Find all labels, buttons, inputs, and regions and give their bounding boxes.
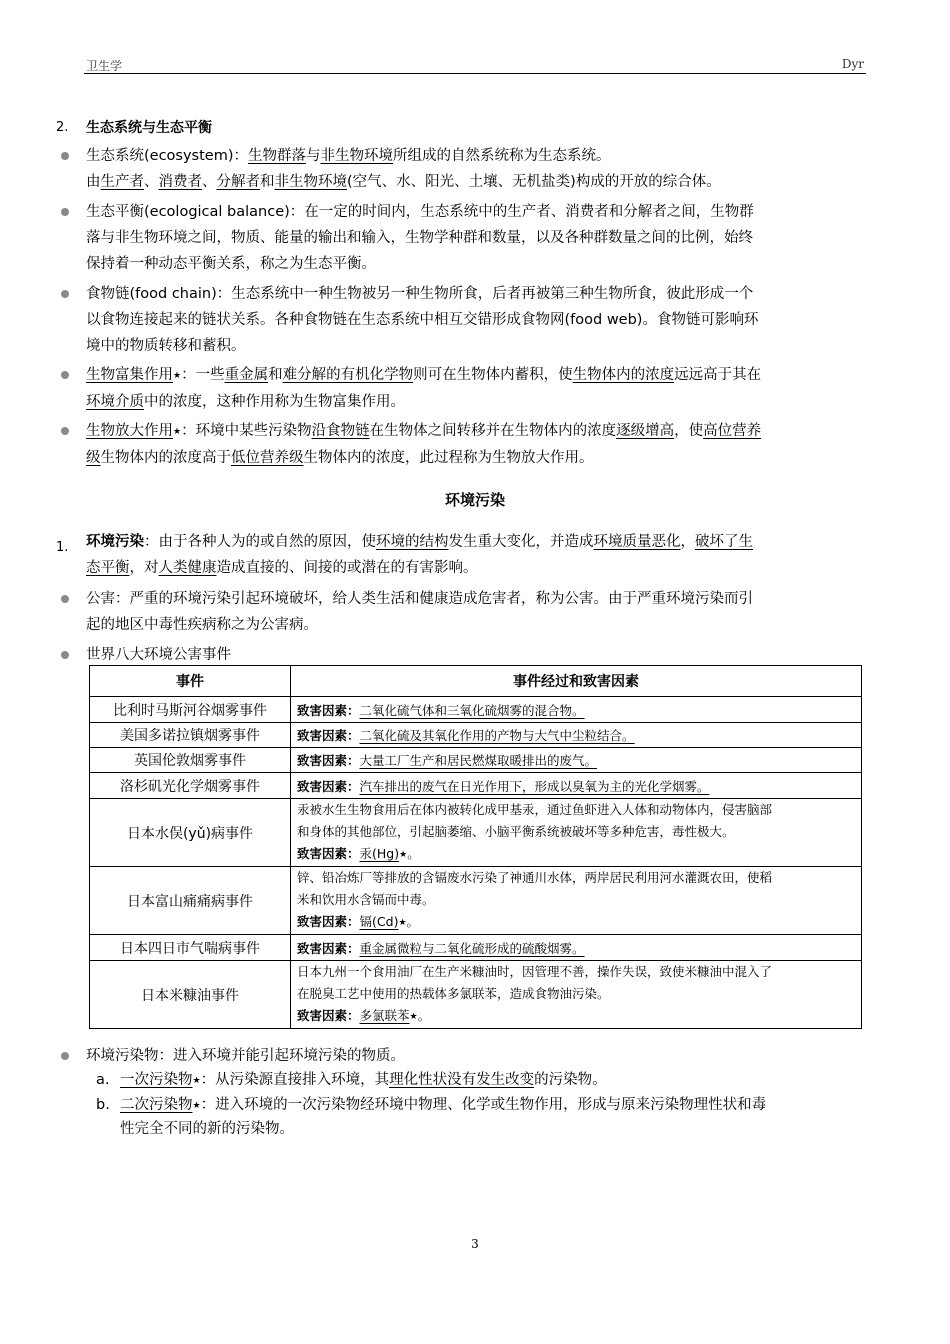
environment-pollution-paragraph: 环境污染：由于各种人为的或自然的原因，使环境的结构发生重大变化，并造成环境质量恶化，破坏了生 态平衡，对人类健康造成直接的、间接的或潜在的有害影响。 <box>86 534 753 576</box>
food-chain-paragraph: 食物链(food chain)：生态系统中一种生物被另一种生物所食，后者再被第三种生物所食，彼此形成一个 以食物连接起来的链状关系。各种食物链在生态系统中相互交错形成食物网(food web)。食物链可影响环 境中的物质转移和蓄积。 <box>86 286 759 354</box>
pollution-events-table <box>89 665 862 1029</box>
table-row: 日本水俣(yǔ)病事件 汞被水生生物食用后在体内被转化成甲基汞，通过鱼虾进入人体和动物体内，侵害脑部 和身体的其他部位，引起脑萎缩、小脑平衡系统被破坏等多种危害，毒性极大。 致害因素：汞(Hg)★。 <box>90 799 862 867</box>
table-header-row <box>90 666 862 697</box>
bioaccumulation-paragraph: 生物富集作用★：一些重金属和难分解的有机化学物则可在生物体内蓄积，使生物体内的浓度远远高于其在 环境介质中的浓度，这种作用称为生物富集作用。 <box>86 367 762 410</box>
table-row: 洛杉矶光化学烟雾事件 致害因素：汽车排出的废气在日光作用下，形成以臭氧为主的光化学烟雾。 <box>90 773 862 799</box>
table-row: 日本富山痛痛病事件 锌、铅冶炼厂等排放的含镉废水污染了神通川水体，两岸居民利用河水灌溉农田，使稻 米和饮用水含镉而中毒。 致害因素：镉(Cd)★。 <box>90 867 862 935</box>
sub-marker-a: a. <box>96 1072 110 1088</box>
bullet-icon <box>61 152 69 160</box>
sub-marker-b: b. <box>96 1097 110 1113</box>
page-header <box>84 57 866 74</box>
section-title: 生态系统与生态平衡 <box>86 120 212 136</box>
header-left: 卫生学 <box>86 59 123 73</box>
bullet-icon <box>61 208 69 216</box>
bullet-icon <box>61 371 69 379</box>
primary-pollutant-item: 一次污染物★：从污染源直接排入环境，其理化性状没有发生改变的污染物。 <box>120 1072 607 1088</box>
bullet-icon <box>61 595 69 603</box>
pollutant-definition: 环境污染物：进入环境并能引起环境污染的物质。 <box>86 1048 405 1064</box>
bullet-icon <box>61 651 69 659</box>
header-right: Dyr <box>841 57 864 71</box>
environment-pollution-title: 环境污染 <box>444 491 505 509</box>
bullet-icon <box>61 427 69 435</box>
page-number: 3 <box>471 1237 479 1251</box>
bullet-icon <box>61 1052 69 1060</box>
item-number: 1. <box>56 540 69 555</box>
table-row: 日本米糠油事件 日本九州一个食用油厂在生产米糠油时，因管理不善，操作失误，致使米糠油中混入了 在脱臭工艺中使用的热载体多氯联苯，造成食物油污染。 致害因素：多氯联苯★。 <box>90 961 862 1029</box>
table-row: 英国伦敦烟雾事件 致害因素：大量工厂生产和居民燃煤取暖排出的废气。 <box>90 748 862 773</box>
ecosystem-paragraph: 生态系统(ecosystem)：生物群落与非生物环境所组成的自然系统称为生态系统。 由生产者、消费者、分解者和非生物环境(空气、水、阳光、土壤、无机盐类)构成的开放的综合体。 <box>86 148 721 190</box>
table-row: 美国多诺拉镇烟雾事件 致害因素：二氧化硫及其氧化作用的产物与大气中尘粒结合。 <box>90 723 862 748</box>
bullet-icon <box>61 290 69 298</box>
ecological-balance-paragraph: 生态平衡(ecological balance)：在一定的时间内，生态系统中的生产者、消费者和分解者之间，生物群 落与非生物环境之间，物质、能量的输出和输入，生物学种群和数量，以及各种群数量之间的比例，始终 保持着一种动态平衡关系，称之为生态平衡。 <box>86 204 754 272</box>
table-row: 比利时马斯河谷烟雾事件 致害因素：二氧化硫气体和三氧化硫烟雾的混合物。 <box>90 697 862 723</box>
column-header-event: 事件 <box>90 666 291 697</box>
eight-events-heading: 世界八大环境公害事件 <box>86 647 231 663</box>
secondary-pollutant-item: 二次污染物★：进入环境的一次污染物经环境中物理、化学或生物作用，形成与原来污染物理性状和毒 性完全不同的新的污染物。 <box>120 1097 767 1137</box>
public-hazard-paragraph: 公害：严重的环境污染引起环境破坏，给人类生活和健康造成危害者，称为公害。由于严重环境污染而引 起的地区中毒性疾病称之为公害病。 <box>86 591 753 633</box>
table-row: 日本四日市气喘病事件 致害因素：重金属微粒与二氧化硫形成的硫酸烟雾。 <box>90 935 862 961</box>
section-number: 2. <box>56 120 69 135</box>
biomagnification-paragraph: 生物放大作用★：环境中某些污染物沿食物链在生物体之间转移并在生物体内的浓度逐级增高，使高位营养 级生物体内的浓度高于低位营养级生物体内的浓度，此过程称为生物放大作用。 <box>86 423 762 466</box>
column-header-details: 事件经过和致害因素 <box>291 666 862 697</box>
